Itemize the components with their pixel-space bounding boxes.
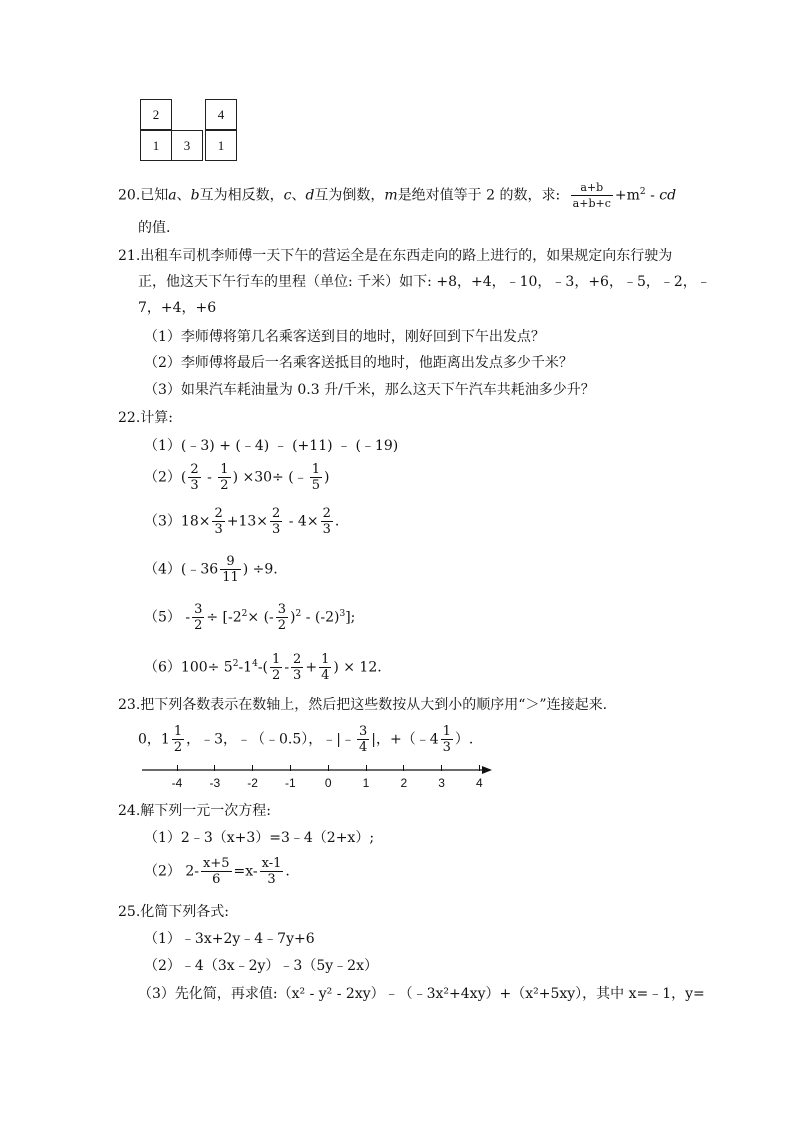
q20-text: +m	[614, 187, 640, 204]
numerator: 3	[194, 602, 203, 617]
axis-tick	[290, 765, 291, 771]
question-24	[118, 802, 271, 820]
expr-text: × (-	[247, 609, 274, 626]
numerator: 1	[321, 652, 330, 667]
exponent: 2	[639, 186, 646, 197]
numerator: 3	[277, 602, 287, 617]
expr-text: - (-2)	[301, 609, 340, 626]
fraction	[441, 724, 453, 755]
denominator: 4	[359, 740, 368, 755]
axis-tick-label: 4	[476, 776, 483, 790]
fraction	[218, 462, 230, 493]
question-number: 21.	[118, 248, 141, 264]
axis-tick-label: 3	[438, 776, 445, 790]
fraction	[321, 506, 333, 537]
expr-text: )	[290, 609, 296, 626]
axis-tick-label: 1	[362, 776, 370, 790]
q24-sub2	[144, 856, 290, 887]
q22-sub2	[144, 462, 329, 493]
fraction	[212, 506, 224, 537]
q22-sub1: （1）(﹣3) + (﹣4) ﹣ (+11) ﹣ (﹣19)	[144, 438, 399, 454]
q21-sub3: （3）如果汽车耗油量为 0.3 升/千米，那么这天下午汽车共耗油多少升？	[144, 382, 595, 398]
expr-text: 0，1	[138, 731, 170, 748]
fraction	[291, 652, 303, 683]
exponent: 2	[241, 608, 248, 619]
q20-text: 互为倒数，	[314, 187, 385, 204]
var-b: b	[190, 187, 200, 204]
axis-tick	[479, 765, 480, 771]
q21-sub1: （1）李师傅将第几名乘客送到目的地时，刚好回到下午出发点？	[144, 329, 545, 345]
expr-text: =x-	[233, 863, 258, 880]
exponent: 4	[252, 658, 258, 669]
q20-text: 互为相反数，	[199, 187, 284, 204]
q21-line2: 正，他这天下午行车的里程（单位: 千米）如下: +8，+4，﹣10，﹣3，+6，﹣5，﹣2，﹣	[138, 274, 711, 290]
var-a: a	[168, 187, 177, 204]
net-cell: 1	[205, 130, 237, 161]
question-number: 24.	[118, 803, 141, 819]
axis-tick	[252, 765, 253, 771]
q23-number-list	[138, 724, 473, 755]
fraction	[310, 462, 322, 493]
exponent: 2	[232, 658, 239, 669]
question-20	[118, 180, 676, 211]
fraction	[319, 652, 331, 683]
expr-text: ];	[345, 609, 356, 626]
numerator: 1	[442, 724, 451, 739]
numerator: 9	[226, 554, 235, 569]
numerator: 1	[173, 724, 183, 739]
fraction	[201, 856, 232, 887]
expr-text: ÷ [-2	[206, 609, 242, 626]
numerator: x+5	[203, 856, 230, 871]
question-23	[118, 696, 607, 714]
var-cd: cd	[659, 187, 677, 204]
fraction	[357, 724, 369, 755]
numerator: 2	[293, 652, 302, 667]
expr-text: )	[323, 469, 330, 486]
q21-text: 出租车司机李师傅一天下午的营运全是在东西走向的路上进行的，如果规定向东行驶为	[140, 248, 673, 264]
question-21	[118, 247, 672, 265]
denominator: 3	[214, 522, 223, 537]
denominator: a+b+c	[572, 197, 611, 210]
question-number: 20.	[118, 187, 141, 204]
q20-text: 是绝对值等于 2 的数，求:	[397, 187, 561, 204]
q25-sub1: （1）﹣3x+2y﹣4﹣7y+6	[144, 931, 315, 947]
question-number: 25.	[118, 904, 141, 920]
numerator: x-1	[261, 856, 282, 871]
net-cell: 2	[140, 99, 172, 130]
q23-text: 把下列各数表示在数轴上，然后把这些数按从大到小的顺序用“＞”连接起来.	[140, 697, 608, 713]
axis-tick-label: 0	[324, 776, 332, 790]
axis-tick	[441, 765, 442, 771]
q20-line2: 的值.	[138, 220, 171, 236]
q22-sub4	[144, 554, 278, 585]
expr-text: -	[202, 469, 217, 486]
denominator: 2	[194, 618, 203, 633]
fraction	[571, 180, 613, 211]
q25-sub3: （3）先化简，再求值:（x² - y² - 2xy）﹣（﹣3x²+4xy）+（x²+5xy），其中 x=﹣1，y=	[138, 986, 705, 1002]
denominator: 5	[311, 478, 320, 493]
axis-tick-label: -3	[209, 776, 221, 790]
q24-sub1: （1）2﹣3（x+3）=3﹣4（2+x）;	[144, 830, 375, 846]
numerator: 2	[214, 506, 223, 521]
question-number: 22.	[118, 410, 141, 426]
expr-text: .	[334, 513, 340, 530]
denominator: 2	[173, 740, 183, 755]
number-line	[140, 763, 500, 777]
fraction	[192, 602, 204, 633]
expr-text: - 4×	[284, 513, 319, 530]
axis-tick-label: -1	[285, 776, 296, 790]
net-cell: 3	[171, 130, 203, 161]
expr-text: +	[305, 659, 318, 676]
exponent: 3	[339, 608, 346, 619]
expr-text: ) × 12.	[333, 659, 382, 676]
fraction	[172, 724, 184, 755]
expr-text: （2）(	[144, 469, 187, 486]
net-cell: 1	[140, 130, 172, 161]
axis-tick	[366, 765, 367, 771]
q21-line3: 7，+4，+6	[138, 300, 217, 316]
denominator: 3	[190, 478, 199, 493]
q20-text: -	[645, 187, 660, 204]
q22-sub6	[144, 652, 382, 683]
var-c: c	[283, 187, 292, 204]
fraction	[276, 602, 288, 633]
q25-sub2: （2）﹣4（3x﹣2y）﹣3（5y﹣2x）	[144, 958, 378, 974]
denominator: 3	[272, 522, 281, 537]
q21-sub2: （2）李师傅将最后一名乘客送抵目的地时，他距离出发点多少千米？	[144, 355, 573, 371]
expr-text: ，﹣3，﹣（﹣0.5），﹣|﹣	[186, 731, 355, 748]
expr-text: -1	[238, 659, 253, 676]
expr-text: ）.	[454, 731, 474, 748]
denominator: 3	[322, 522, 331, 537]
denominator: 3	[293, 668, 302, 683]
expr-text: -(	[257, 659, 269, 676]
denominator: 6	[201, 871, 232, 887]
q25-title: 化简下列各式:	[140, 904, 229, 920]
numerator: 3	[359, 724, 368, 739]
expr-text: ) ×30÷ (﹣	[232, 469, 308, 486]
net-cell: 4	[205, 99, 237, 130]
fraction	[270, 506, 282, 537]
denominator: 4	[321, 668, 330, 683]
q22-sub3	[144, 506, 339, 537]
denominator: 2	[220, 478, 229, 493]
expr-text: +13×	[226, 513, 269, 530]
numerator: 1	[220, 462, 229, 477]
denominator: 3	[442, 740, 451, 755]
question-22	[118, 409, 173, 427]
fraction	[270, 652, 282, 683]
denominator: 3	[260, 871, 284, 887]
expr-text: （5） -	[144, 609, 191, 626]
question-25	[118, 903, 229, 921]
expr-text: （3）18×	[144, 513, 211, 530]
axis-tick-label: -4	[171, 776, 183, 790]
q20-text: 已知	[140, 187, 169, 204]
q22-title: 计算:	[140, 410, 173, 426]
numerator: a+b	[580, 181, 604, 194]
axis-tick	[214, 765, 215, 771]
expr-text: （2） 2-	[144, 863, 199, 880]
numerator: 2	[190, 462, 199, 477]
q20-sep: 、	[176, 187, 191, 204]
q24-title: 解下列一元一次方程:	[140, 803, 271, 819]
numerator: 2	[272, 506, 281, 521]
axis-tick-label: 2	[400, 776, 408, 790]
question-number: 23.	[118, 697, 141, 713]
var-m: m	[384, 187, 398, 204]
axis-tick	[403, 765, 404, 771]
denominator: 2	[277, 618, 287, 633]
q22-sub5	[144, 602, 355, 633]
axis-tick	[177, 765, 178, 771]
numerator: 1	[272, 652, 281, 667]
expr-text: |，+（﹣4	[371, 731, 439, 748]
expr-text: （4）(﹣36	[144, 561, 219, 578]
numerator: 1	[311, 462, 320, 477]
fraction	[260, 856, 284, 887]
expr-text: ) ÷9.	[242, 561, 278, 578]
expr-text: （6）100÷ 5	[144, 659, 233, 676]
fraction	[188, 462, 200, 493]
expr-text: .	[285, 863, 290, 880]
expr-text: -	[284, 659, 290, 676]
axis-tick-label: -2	[247, 776, 258, 790]
numerator: 2	[322, 506, 331, 521]
fraction	[220, 554, 241, 585]
denominator: 11	[222, 570, 239, 585]
var-d: d	[305, 187, 315, 204]
denominator: 2	[272, 668, 281, 683]
axis-tick	[328, 765, 329, 771]
q20-sep: 、	[291, 187, 306, 204]
exponent: 2	[295, 608, 302, 619]
